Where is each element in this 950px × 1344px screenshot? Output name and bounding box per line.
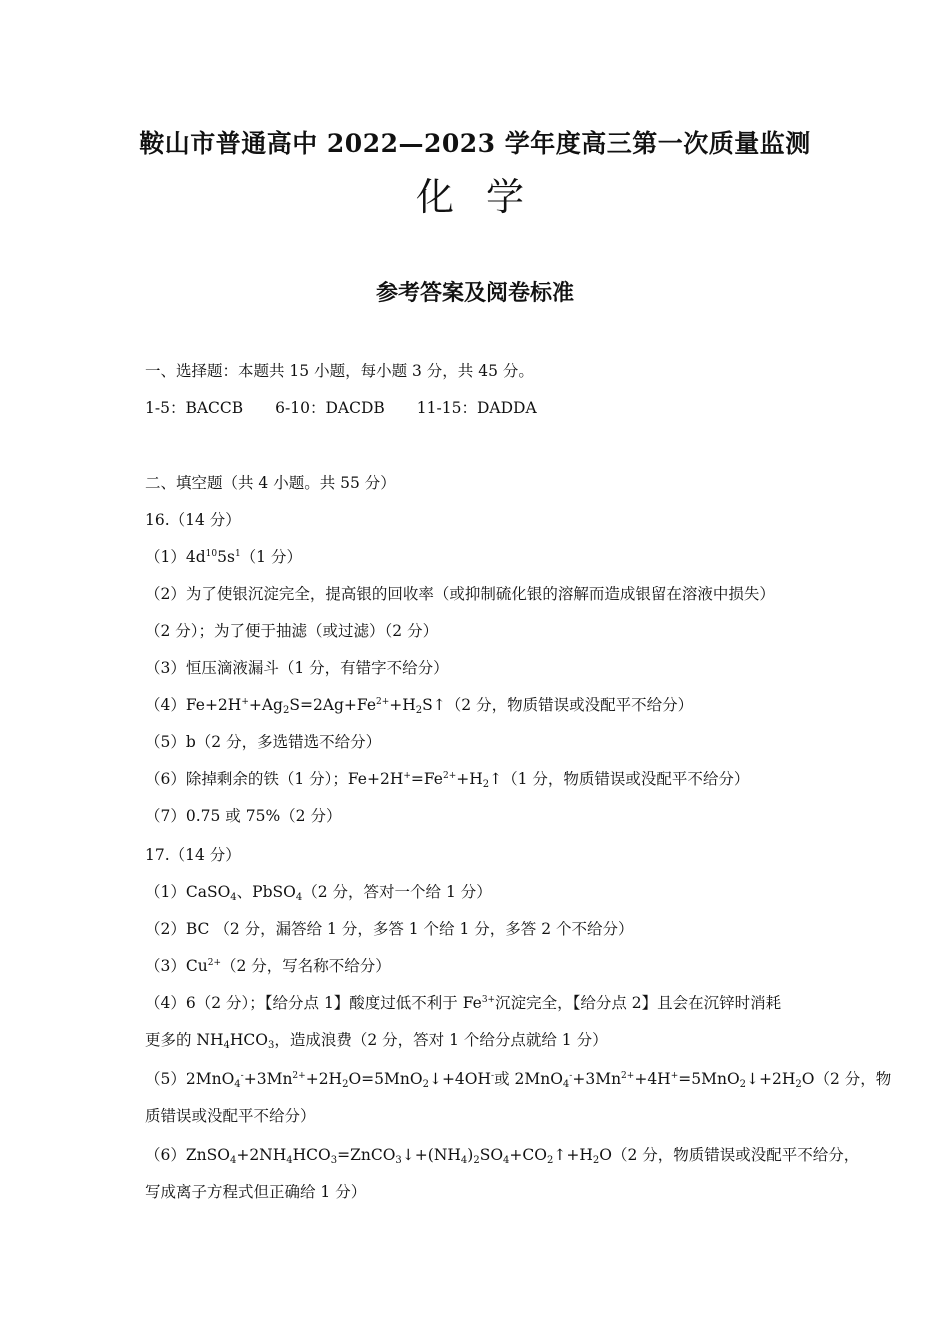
answers-1-5: 1-5：BACCB (145, 399, 244, 417)
answers-6-10: 6-10：DACDB (275, 399, 385, 417)
section1-answers (145, 397, 825, 419)
answers-11-15: 11-15：DADDA (416, 399, 537, 417)
q17-answer-4-line2: 更多的 $NH_4HCO_3$，造成浪费（2 分，答对 1 个给分点就给 1 分） (145, 1031, 608, 1051)
q17-answer-5-line1: $(5)2MnO_4^-+3Mn^{2+}+2H_2O=5MnO_2↓+4OH^-$或 $2MnO_4^-+3Mn^{2+}+4H^+=5MnO_2↓+2H_2O(2$ 分，物 (145, 1070, 892, 1090)
section1-heading: 一、选择题：本题共 15 小题，每小题 3 分，共 45 分。 (145, 362, 534, 380)
page-title: 鞍山市普通高中 2022—2023 学年度高三第一次质量监测 (139, 129, 811, 158)
section2-heading: 二、填空题（共 4 小题。共 55 分） (145, 474, 396, 492)
page-subtitle: 参考答案及阅卷标准 (375, 280, 574, 306)
q16-answer-3: （3）恒压滴液漏斗（1 分，有错字不给分） (145, 659, 449, 677)
q17-answer-4-line1: （4）6（2 分）；【给分点 1】酸度过低不利于 $Fe^{3+}$沉淀完全，【给分点 2】且会在沉锌时消耗 (145, 994, 782, 1012)
q17-answer-3: $(3)Cu^{2+}(2$ 分，写名称不给分） (145, 957, 391, 975)
q16-answer-2-line1: （2）为了使银沉淀完全，提高银的回收率（或抑制硫化银的溶解而造成银留在溶液中损失） (145, 585, 775, 603)
q16-answer-2-line2: （2 分）；为了便于抽滤（或过滤）（2 分） (145, 622, 439, 640)
q16-answer-6: （6）除掉剩余的铁（1 分）；$Fe+2H^+=Fe^{2+}+H_2↑(1$ 分，物质错误或没配平不给分） (145, 770, 750, 790)
q16-answer-7: （7）0.75 或 75%（2 分） (145, 807, 342, 825)
q17-answer-6-line2: 写成离子方程式但正确给 1 分） (145, 1183, 367, 1201)
q17-answer-2: （2）BC （2 分，漏答给 1 分，多答 1 个给 1 分，多答 2 个不给分） (145, 920, 634, 938)
q17-answer-6-line1: $(6)ZnSO_4+2NH_4HCO_3=ZnCO_3↓+(NH_4)_2SO_4+CO_2↑+H_2O(2$ 分，物质错误或没配平不给分， (145, 1146, 860, 1166)
q16-answer-1: $(1)4d^{10}5s^1(1$ 分） (145, 548, 302, 566)
q16-answer-4: $(4)Fe+2H^++Ag_2S=2Ag+Fe^{2+}+H_2S↑(2$ 分，物质错误或没配平不给分） (145, 696, 694, 716)
q17-title: 17.（14 分） (145, 846, 241, 864)
q16-title: 16.（14 分） (145, 511, 241, 529)
q16-answer-5: （5）b（2 分，多选错选不给分） (145, 733, 382, 751)
q17-answer-1: （1）CaSO$_4$、PbSO$_4$（2 分，答对一个给 1 分） (145, 883, 492, 903)
q17-answer-5-line2: 质错误或没配平不给分） (145, 1107, 316, 1125)
subject-title: 化 学 (415, 175, 535, 219)
